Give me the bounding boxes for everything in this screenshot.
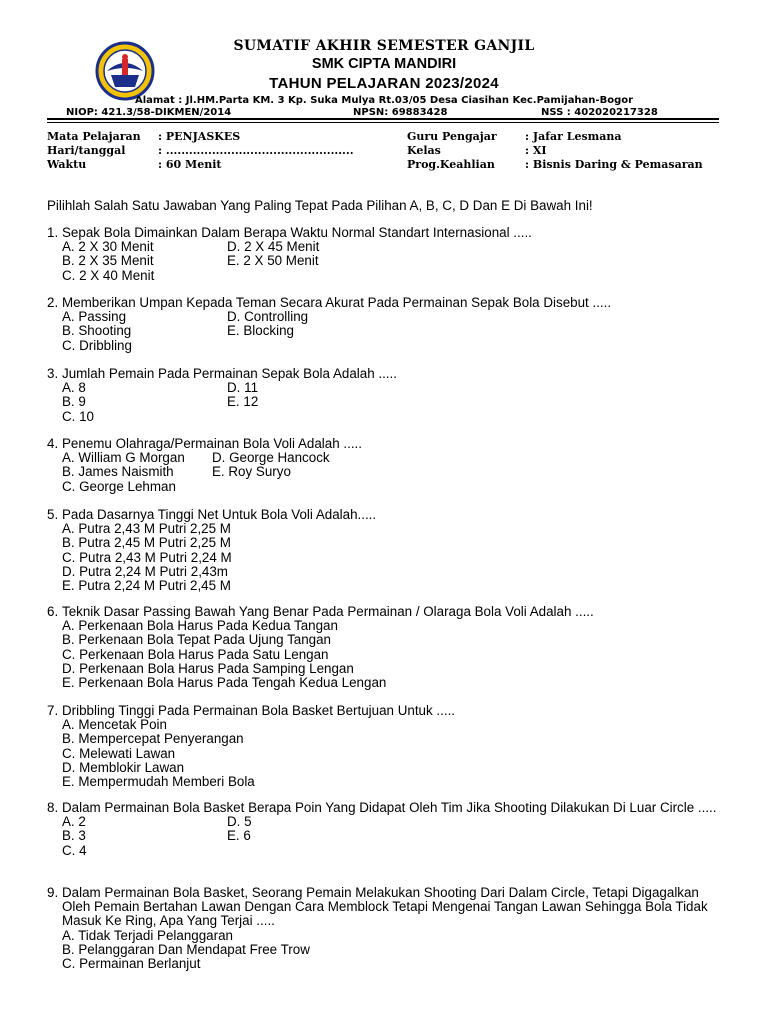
answer-option: A. 8 bbox=[62, 380, 86, 396]
question-text: Memberikan Umpan Kepada Teman Secara Akurat Pada Permainan Sepak Bola Disebut ..... bbox=[62, 295, 612, 310]
header-npsn: NPSN: 69883428 bbox=[353, 107, 448, 118]
answer-option: C. 10 bbox=[62, 408, 95, 424]
header-divider-thick bbox=[47, 118, 719, 120]
meta-value-program: : Bisnis Daring & Pemasaran bbox=[525, 158, 703, 171]
answer-option: A. Mencetak Poin bbox=[62, 717, 167, 733]
question-text: Dribbling Tinggi Pada Permainan Bola Basket Bertujuan Untuk ..... bbox=[62, 703, 456, 718]
answer-option: B. Pelanggaran Dan Mendapat Free Trow bbox=[62, 941, 310, 957]
question-8 bbox=[47, 801, 719, 858]
question-text: Teknik Dasar Passing Bawah Yang Benar Pada Permainan / Olaraga Bola Voli Adalah ..... bbox=[62, 604, 594, 619]
answer-option: E. Putra 2,24 M Putri 2,45 M bbox=[62, 578, 231, 594]
answer-option: E. Mempermudah Memberi Bola bbox=[62, 774, 255, 790]
header-divider-thin bbox=[47, 122, 719, 123]
answer-option: C. George Lehman bbox=[62, 478, 176, 494]
meta-label: Waktu bbox=[47, 158, 87, 171]
meta-left-values bbox=[158, 130, 354, 172]
answer-option: E. 6 bbox=[227, 828, 251, 844]
answer-option: D. George Hancock bbox=[212, 450, 330, 466]
meta-right-labels bbox=[407, 130, 497, 172]
answer-option: C. Dribbling bbox=[62, 337, 132, 353]
meta-value-teacher: : Jafar Lesmana bbox=[525, 130, 622, 143]
meta-value-time: : 60 Menit bbox=[158, 158, 222, 171]
answer-option: B. Perkenaan Bola Tepat Pada Ujung Tangan bbox=[62, 632, 332, 648]
answer-option: B. 3 bbox=[62, 828, 86, 844]
header-school-name: SMK CIPTA MANDIRI bbox=[311, 56, 457, 72]
answer-option: B. 9 bbox=[62, 394, 86, 410]
answer-option: D. 5 bbox=[227, 814, 252, 830]
answer-option: A. William G Morgan bbox=[62, 450, 185, 466]
question-number: 6. bbox=[47, 604, 59, 619]
answer-option: E. 12 bbox=[227, 394, 259, 410]
answer-option: D. Controlling bbox=[227, 309, 309, 325]
meta-label: Guru Pengajar bbox=[407, 130, 497, 143]
answer-option: C. 2 X 40 Menit bbox=[62, 267, 155, 283]
question-9 bbox=[47, 886, 719, 971]
question-text: Pada Dasarnya Tinggi Net Untuk Bola Voli Adalah..... bbox=[62, 507, 377, 522]
question-4 bbox=[47, 437, 719, 494]
header-academic-year: TAHUN PELAJARAN 2023/2024 bbox=[269, 75, 499, 92]
question-text: Dalam Permainan Bola Basket, Seorang Pemain Melakukan Shooting Dari Dalam Circle, Tetapi Digagalkan Oleh Pemain Bertahan Lawan Dengan Cara Memblock Tetapi Mengenai Tangan Lawan Sehingga Bola Tidak Masuk Ke Ring, Apa Yang Terjai ..... bbox=[62, 885, 708, 929]
question-text: Sepak Bola Dimainkan Dalam Berapa Waktu Normal Standart Internasional ..... bbox=[62, 225, 532, 240]
question-5 bbox=[47, 508, 719, 593]
question-number: 4. bbox=[47, 436, 59, 451]
answer-option: C. 4 bbox=[62, 842, 87, 858]
answer-option: C. Permainan Berlanjut bbox=[62, 956, 201, 972]
answer-option: B. Shooting bbox=[62, 323, 132, 339]
answer-option: B. Putra 2,45 M Putri 2,25 M bbox=[62, 535, 231, 551]
answer-option: C. Melewati Lawan bbox=[62, 745, 176, 761]
meta-label: Prog.Keahlian bbox=[407, 158, 495, 171]
answer-option: E. 2 X 50 Menit bbox=[227, 253, 319, 269]
question-number: 7. bbox=[47, 703, 59, 718]
question-number: 8. bbox=[47, 800, 59, 815]
answer-option: D. 11 bbox=[227, 380, 259, 396]
question-number: 2. bbox=[47, 295, 59, 310]
meta-value-class: : XI bbox=[525, 144, 547, 157]
answer-option: A. 2 bbox=[62, 814, 86, 830]
answer-option: D. 2 X 45 Menit bbox=[227, 239, 320, 255]
answer-option: E. Blocking bbox=[227, 323, 294, 339]
answer-option: A. Passing bbox=[62, 309, 127, 325]
answer-option: A. 2 X 30 Menit bbox=[62, 239, 154, 255]
header-niop: NIOP: 421.3/58-DIKMEN/2014 bbox=[66, 107, 232, 118]
answer-option: E. Perkenaan Bola Harus Pada Tengah Kedua Lengan bbox=[62, 675, 387, 691]
question-text: Penemu Olahraga/Permainan Bola Voli Adalah ..... bbox=[62, 436, 362, 451]
question-number: 3. bbox=[47, 366, 59, 381]
meta-label: Mata Pelajaran bbox=[47, 130, 141, 143]
answer-option: B. Mempercepat Penyerangan bbox=[62, 731, 244, 747]
answer-option: A. Tidak Terjadi Pelanggaran bbox=[62, 927, 233, 943]
question-2 bbox=[47, 296, 719, 353]
answer-option: C. Putra 2,43 M Putri 2,24 M bbox=[62, 549, 232, 565]
header-nss: NSS : 402020217328 bbox=[541, 107, 658, 118]
answer-option: D. Putra 2,24 M Putri 2,43m bbox=[62, 563, 228, 579]
answer-option: A. Putra 2,43 M Putri 2,25 M bbox=[62, 521, 231, 537]
answer-option: D. Memblokir Lawan bbox=[62, 759, 185, 775]
meta-right-values bbox=[525, 130, 703, 172]
question-text: Dalam Permainan Bola Basket Berapa Poin Yang Didapat Oleh Tim Jika Shooting Dilakukan Di Luar Circle ..... bbox=[62, 800, 717, 815]
answer-option: B. 2 X 35 Menit bbox=[62, 253, 154, 269]
question-text: Jumlah Pemain Pada Permainan Sepak Bola Adalah ..... bbox=[62, 366, 397, 381]
meta-value-subject: : PENJASKES bbox=[158, 130, 241, 143]
question-3 bbox=[47, 367, 719, 424]
question-number: 9. bbox=[47, 885, 59, 900]
instruction-text: Pilihlah Salah Satu Jawaban Yang Paling Tepat Pada Pilihan A, B, C, D Dan E Di Bawah Ini! bbox=[47, 198, 593, 213]
question-number: 1. bbox=[47, 225, 59, 240]
header-exam-title: SUMATIF AKHIR SEMESTER GANJIL bbox=[233, 38, 535, 54]
header-address: Alamat : Jl.HM.Parta KM. 3 Kp. Suka Mulya Rt.03/05 Desa Ciasihan Kec.Pamijahan-Bogor bbox=[134, 95, 634, 106]
question-number: 5. bbox=[47, 507, 59, 522]
question-6 bbox=[47, 605, 719, 690]
meta-label: Kelas bbox=[407, 144, 441, 157]
meta-value-date: : ................................................. bbox=[158, 144, 354, 157]
question-7 bbox=[47, 704, 719, 789]
answer-option: C. Perkenaan Bola Harus Pada Satu Lengan bbox=[62, 646, 329, 662]
meta-label: Hari/tanggal bbox=[47, 144, 126, 157]
answer-option: A. Perkenaan Bola Harus Pada Kedua Tangan bbox=[62, 618, 338, 634]
question-1 bbox=[47, 226, 719, 283]
answer-option: E. Roy Suryo bbox=[212, 464, 291, 480]
meta-left-labels bbox=[47, 130, 141, 172]
answer-option: D. Perkenaan Bola Harus Pada Samping Lengan bbox=[62, 660, 354, 676]
answer-option: B. James Naismith bbox=[62, 464, 174, 480]
